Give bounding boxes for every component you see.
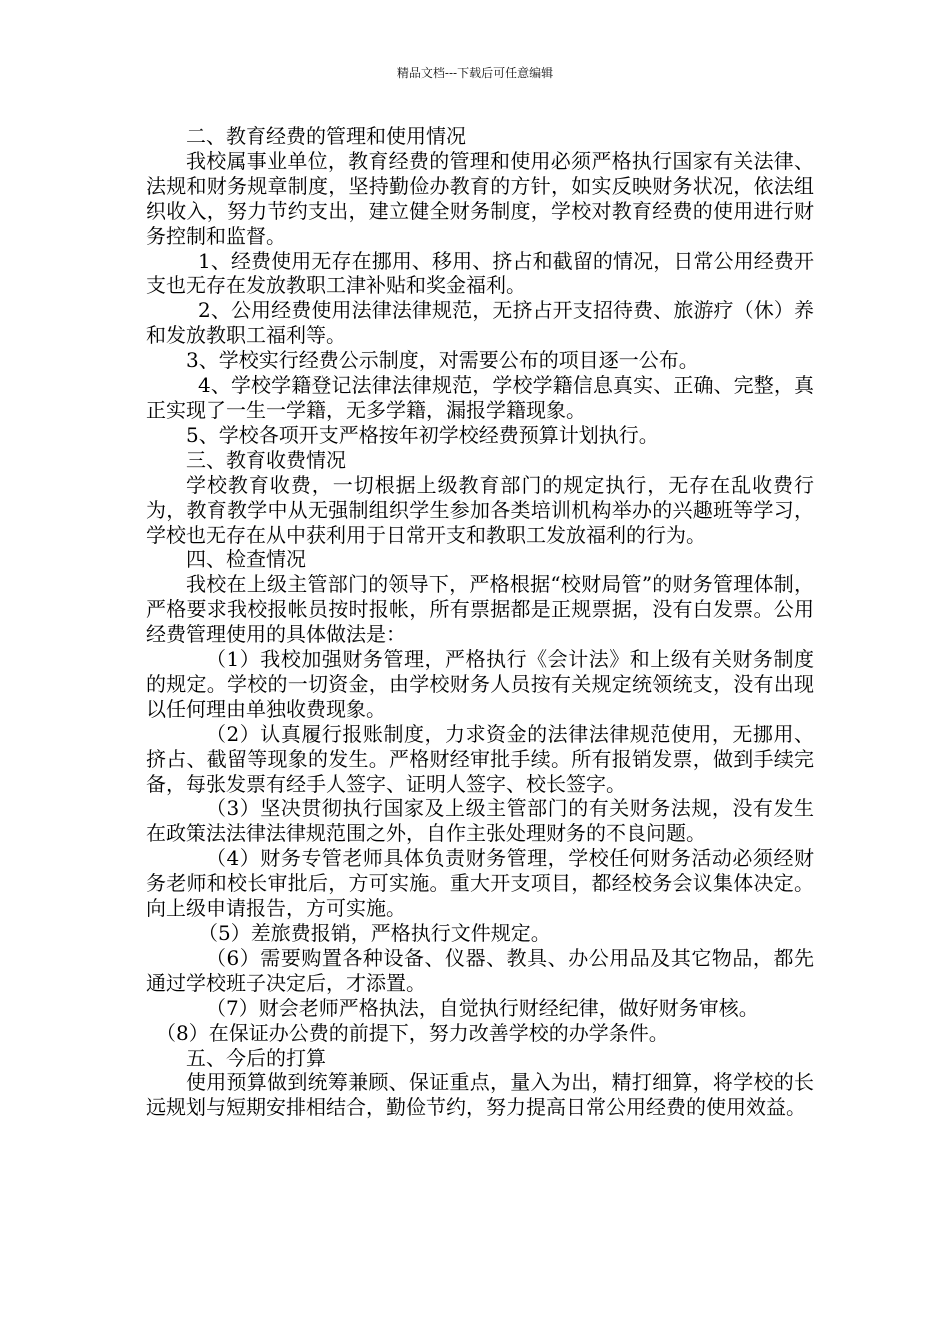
list-item-5: 5、学校各项开支严格按年初学校经费预算计划执行。 xyxy=(186,422,659,447)
sub-item-7: （7）财会老师严格执法，自觉执行财经纪律，做好财务审核。 xyxy=(206,995,759,1020)
section-heading-5: 五、今后的打算 xyxy=(186,1045,326,1070)
sub-item-1: （1）我校加强财务管理，严格执行《会计法》和上级有关财务制度的规定。学校的一切资金，由学校财务人员按有关规定统领统支，没有出现以任何理由单独收费现象。 xyxy=(146,647,814,721)
list-item-4: 4、学校学籍登记法律法律规范，学校学籍信息真实、正确、完整，真正实现了一生一学籍，无多学籍，漏报学籍现象。 xyxy=(146,373,814,422)
paragraph: 使用预算做到统筹兼顾、保证重点，量入为出，精打细算，将学校的长远规划与短期安排相结合，勤俭节约，努力提高日常公用经费的使用效益。 xyxy=(146,1070,814,1120)
list-item-3: 3、学校实行经费公示制度，对需要公布的项目逐一公布。 xyxy=(186,348,699,373)
sub-item-5: （5）差旅费报销，严格执行文件规定。 xyxy=(198,921,551,945)
paragraph: 我校在上级主管部门的领导下，严格根据“校财局管”的财务管理体制，严格要求我校报帐员按时报帐，所有票据都是正规票据，没有白发票。公用经费管理使用的具体做法是： xyxy=(146,572,814,647)
paragraph: 我校属事业单位，教育经费的管理和使用必须严格执行国家有关法律、法规和财务规章制度，坚持勤俭办教育的方针，如实反映财务状况，依法组织收入，努力节约支出，建立健全财务制度，学校对教育经费的使用进行财务控制和监督。 xyxy=(146,148,814,248)
sub-item-4: （4）财务专管老师具体负责财务管理，学校任何财务活动必须经财务老师和校长审批后，方可实施。重大开支项目，都经校务会议集体决定。向上级申请报告，方可实施。 xyxy=(146,846,814,921)
list-item-2: 2、公用经费使用法律法律规范，无挤占开支招待费、旅游疗（休）养和发放教职工福利等。 xyxy=(146,298,814,348)
sub-item-3: （3）坚决贯彻执行国家及上级主管部门的有关财务法规，没有发生在政策法法律法律规范围之外，自作主张处理财务的不良问题。 xyxy=(146,796,814,846)
page-header: 精品文档---下载后可任意编辑 xyxy=(396,66,554,80)
sub-item-6: （6）需要购置各种设备、仪器、教具、办公用品及其它物品，都先通过学校班子决定后，才添置。 xyxy=(146,945,814,995)
list-item-1: 1、经费使用无存在挪用、移用、挤占和截留的情况，日常公用经费开支也无存在发放教职工津补贴和奖金福利。 xyxy=(146,248,814,298)
section-heading-4: 四、检查情况 xyxy=(186,547,306,572)
paragraph: 学校教育收费，一切根据上级教育部门的规定执行，无存在乱收费行为，教育教学中从无强制组织学生参加各类培训机构举办的兴趣班等学习，学校也无存在从中获利用于日常开支和教职工发放福利的行为。 xyxy=(146,472,814,547)
sub-item-8: （8）在保证办公费的前提下，努力改善学校的办学条件。 xyxy=(156,1020,669,1045)
section-heading-3: 三、教育收费情况 xyxy=(186,447,346,472)
section-heading-2: 二、教育经费的管理和使用情况 xyxy=(186,124,466,148)
document-body xyxy=(146,124,814,1120)
sub-item-2: （2）认真履行报账制度，力求资金的法律法律规范使用，无挪用、挤占、截留等现象的发生。严格财经审批手续。所有报销发票，做到手续完备，每张发票有经手人签字、证明人签字、校长签字。 xyxy=(146,721,814,796)
